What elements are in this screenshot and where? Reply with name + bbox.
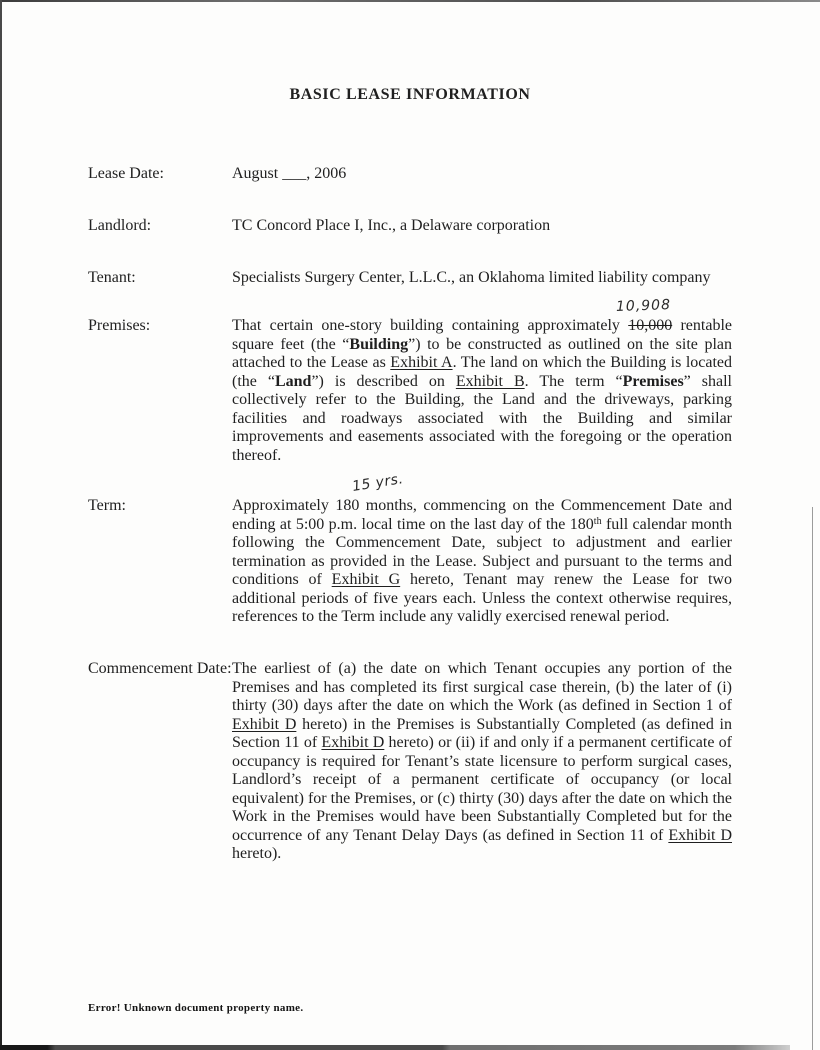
field-label-lease-date: Lease Date: (88, 165, 164, 182)
document-error-footer: Error! Unknown document property name. (88, 1002, 304, 1014)
scan-edge-left (0, 0, 2, 1050)
scan-edge-right (812, 507, 813, 1050)
field-value-premises: That certain one-story building containing approximately 10,000 rentable square feet (the “Building”) to be constructed as outlined on the site plan attached to the Lease as Exhibit A. The land on which the Building is located (the “Land”) is described on Exhibit B. The term “Premises” shall collectively refer to the Building, the Land and the driveways, parking facilities and roadways associated with the Building and similar improvements and easements associated with the foregoing or the operation thereof. (232, 317, 733, 464)
field-value-commencement-date: The earliest of (a) the date on which Tenant occupies any portion of the Premises and has completed its first surgical case therein, (b) the later of (i) thirty (30) days after the date on which the Work (as defined in Section 1 of Exhibit D hereto) in the Premises is Substantially Completed (as defined in Section 11 of Exhibit D hereto) or (ii) if and only if a permanent certificate of occupancy is required for Tenant’s state licensure to perform surgical cases, Landlord’s receipt of a permanent certificate of occupancy (or local equivalent) for the Premises, or (c) thirty (30) days after the date on which the Work in the Premises would have been Substantially Completed but for the occurrence of any Tenant Delay Days (as defined in Section 11 of Exhibit D hereto). (232, 660, 733, 862)
field-tenant (88, 269, 732, 288)
field-value-tenant: Specialists Surgery Center, L.L.C., an Oklahoma limited liability company (232, 269, 711, 286)
scan-edge-bottom (0, 1045, 790, 1050)
field-label-term: Term: (88, 497, 126, 514)
field-commencement-date (88, 660, 732, 864)
field-label-tenant: Tenant: (88, 269, 136, 286)
field-lease-date (88, 165, 732, 184)
handwritten-term-note: 15 yrs. (351, 471, 405, 495)
field-value-landlord: TC Concord Place I, Inc., a Delaware corporation (232, 217, 551, 234)
field-label-premises: Premises: (88, 317, 151, 334)
field-label-landlord: Landlord: (88, 217, 152, 234)
field-label-commencement-date: Commencement Date: (88, 660, 232, 677)
document-title: BASIC LEASE INFORMATION (289, 86, 531, 103)
field-landlord (88, 217, 732, 236)
field-value-term: Approximately 180 months, commencing on the Commencement Date and ending at 5:00 p.m. local time on the last day of the 180th full calendar month following the Commencement Date, subject to adjustment and earlier termination as provided in the Lease. Subject and pursuant to the terms and conditions of Exhibit G hereto, Tenant may renew the Lease for two additional periods of five years each. Unless the context otherwise requires, references to the Term include any validly exercised renewal period. (232, 497, 732, 625)
scan-edge-top (0, 0, 820, 2)
handwritten-sqft-correction: 10,908 (615, 297, 672, 315)
field-value-lease-date: August ___, 2006 (232, 165, 347, 182)
field-premises (88, 317, 732, 465)
field-term (88, 497, 732, 627)
